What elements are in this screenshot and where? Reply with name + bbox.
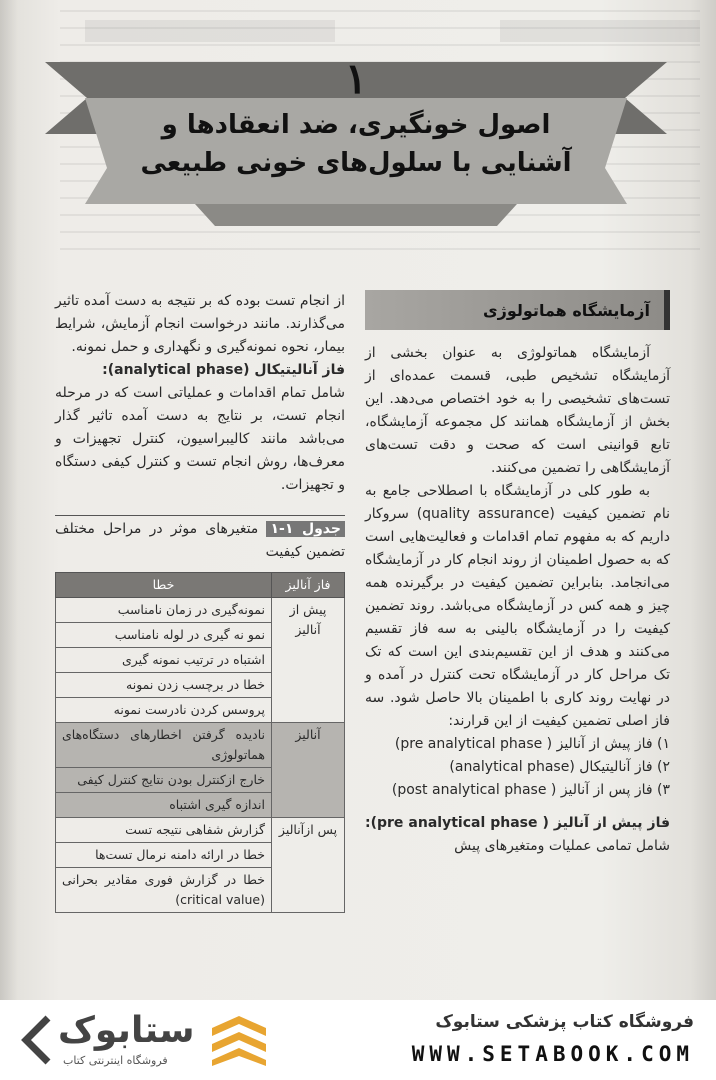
table-header-row [56,573,345,598]
phase-list-item: ۲) فاز آنالیتیکال (analytical phase) [449,759,670,775]
pre-analytical-heading: فاز پیش از آنالیز ( pre analytical phase): [365,815,670,831]
logo-book-icon [208,1012,270,1070]
phase-list-item: ۳) فاز پس از آنالیز ( post analytical phase) [391,782,670,798]
logo-wordmark: ستابوک [58,1010,195,1051]
analytical-heading: فاز آنالیتیکال (analytical phase): [102,362,345,378]
paragraph [365,812,670,858]
paragraph: آزمایشگاه هماتولوژی به عنوان بخشی از آزمایشگاه تشخیص طبی، قسمت عمده‌ای از تست‌های تشخیصی را به خود اختصاص می‌دهد. این بخش از آزمایشگاه همانند کل مجموعه آزمایشگاه، تابع قوانینی است که صحت و دقت تست‌های آزمایشگاهی را تضمین می‌کنند. [365,345,670,476]
table-error-cell: خارج ازکنترل بودن نتایج کنترل کیفی [56,768,272,793]
table-error-cell: گزارش شفاهی نتیجه تست [56,818,272,843]
bleed-through-box [500,20,700,42]
table-phase-cell: آنالیز [272,723,345,818]
chapter-number: ۱ [344,54,368,103]
table-row [56,818,345,843]
store-name: فروشگاه کتاب پزشکی ستابوک [435,1012,694,1032]
store-url-link[interactable]: WWW.SETABOOK.COM [411,1042,694,1066]
paragraph: شامل تمام اقدامات و عملیاتی است که در مرحله انجام تست، بر نتایج به دست آمده تاثیر گذار می‌باشد مانند کالیبراسیون، کنترل تجهیزات و معرف‌ها، روش انجام تست و کنترل کیفی دستگاه و تجهیزات. [55,385,345,493]
phase-list [365,733,670,802]
table-phase-cell: پس ازآنالیز [272,818,345,913]
pre-analytical-text: شامل تمامی عملیات ومتغیرهای پیش [454,838,670,854]
table-phase-cell: پیش از آنالیز [272,598,345,723]
logo-chevron-icon [18,1014,54,1066]
chapter-title [105,106,607,182]
bleed-through-box [85,20,335,42]
table-caption [55,515,345,564]
phase-list-item: ۱) فاز پیش از آنالیز ( pre analytical phase) [394,736,670,752]
table-row [56,723,345,768]
quality-table [55,572,345,913]
section-heading-bar [365,290,670,330]
table-error-cell: خطا در ارائه دامنه نرمال تست‌ها [56,843,272,868]
store-logo[interactable] [18,1010,298,1072]
table-error-cell: نادیده گرفتن اخطارهای دستگاه‌های هماتولوژی [56,723,272,768]
paragraph: از انجام تست بوده که بر نتیجه به دست آمده تاثیر می‌گذارند. مانند درخواست انجام آزمایش، شرایط بیمار، نحوه نمونه‌گیری و نگهداری و حمل نمونه. [55,293,345,355]
table-error-cell: اندازه گیری اشتباه [56,793,272,818]
left-column [55,290,345,913]
table-error-cell: خطا در برچسب زدن نمونه [56,673,272,698]
chapter-banner [45,54,667,228]
table-header-phase: فاز آنالیز [272,573,345,598]
table-error-cell: خطا در گزارش فوری مقادیر بحرانی (critical value) [56,868,272,913]
table-caption-label: جدول ۱-۱ [266,521,345,537]
table-error-cell: اشتباه در ترتیب نمونه گیری [56,648,272,673]
store-footer [0,1000,716,1080]
table-error-cell: نمو نه گیری در لوله نامناسب [56,623,272,648]
table-caption-text: متغیرهای موثر در مراحل مختلف تضمین کیفیت [55,521,345,560]
table-error-cell: پروسس کردن نادرست نمونه [56,698,272,723]
chapter-title-line2: آشنایی با سلول‌های خونی طبیعی [140,148,572,178]
logo-subtitle: فروشگاه اینترنتی کتاب [63,1054,168,1067]
table-error-cell: نمونه‌گیری در زمان نامناسب [56,598,272,623]
right-column [365,290,670,858]
table-header-error: خطا [56,573,272,598]
paragraph: به طور کلی در آزمایشگاه با اصطلاحی جامع به نام تضمین کیفیت (quality assurance) سروکار داریم که به مفهوم تمام اقدامات و فعالیت‌هایی است که به حصول اطمینان از روند انجام کار در آزمایشگاه می‌انجامد. بنابراین تضمین کیفیت در برگیرنده همه چیز و همه کس در آزمایشگاه می‌باشد. روند تضمین کیفیت را در آزمایشگاه بالینی به سه فاز تقسیم می‌کنند و هدف از این تقسیم‌بندی این است که تک تک مراحل کار در آزمایشگاه تحت کنترل در آمده و در نهایت روند کاری با اطمینان بالا حاصل شود. سه فاز اصلی تضمین کیفیت از این قرارند: [365,483,670,729]
table-row [56,598,345,623]
section-heading: آزمایشگاه هماتولوژی [482,301,650,320]
chapter-title-line1: اصول خونگیری، ضد انعقادها و [161,110,551,140]
